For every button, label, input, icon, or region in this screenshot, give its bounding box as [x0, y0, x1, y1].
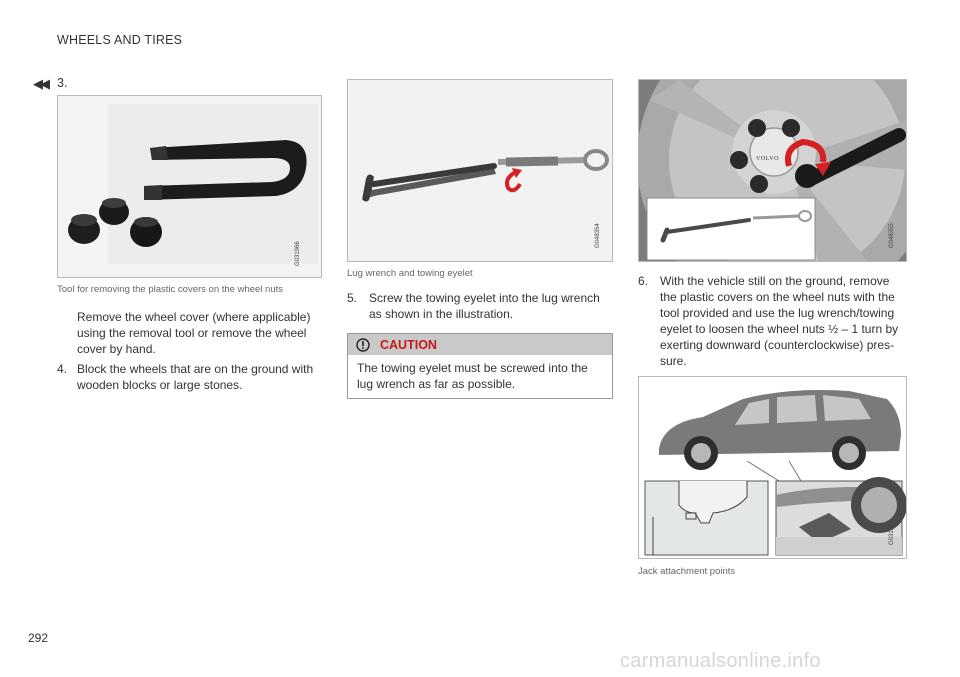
- figure-lug-wrench: [347, 79, 613, 262]
- figure-jack-points: [638, 376, 907, 559]
- step-6-number: 6.: [638, 274, 649, 288]
- figure-caption: Jack attachment points: [638, 566, 736, 577]
- watermark: carmanualsonline.info: [620, 650, 821, 672]
- caution-text: The towing eyelet must be screwed into the lug wrench as far as possible.: [357, 361, 588, 391]
- figure-code: G031966: [295, 241, 301, 266]
- step-4-text: Block the wheels that are on the ground with wooden blocks or large stones.: [77, 362, 314, 392]
- figure-code: G048354: [595, 223, 601, 248]
- step-5-text: Screw the towing eyelet into the lug wrench as shown in the illustration.: [369, 291, 600, 321]
- step-5-number: 5.: [347, 291, 358, 305]
- step-4-number: 4.: [57, 362, 68, 376]
- step-3-text: Remove the wheel cover (where applicable) using the removal tool or remove the wheel cover by hand.: [77, 310, 311, 356]
- step-3-number: 3.: [57, 76, 68, 90]
- figure-wheel-nut-loosening: [638, 79, 907, 262]
- figure-caption: Lug wrench and towing eyelet: [347, 268, 473, 279]
- figure-caption: Tool for removing the plastic covers on the wheel nuts: [57, 284, 284, 295]
- back-arrow-icon[interactable]: ◀◀: [33, 76, 47, 91]
- section-header: WHEELS AND TIRES: [57, 33, 183, 47]
- exclamation-icon: [356, 338, 370, 352]
- cover-removal-tool-illustration: [58, 96, 322, 278]
- figure-code: G048355: [889, 223, 895, 248]
- figure-cover-removal-tool: [57, 95, 322, 278]
- lug-wrench-illustration: [348, 80, 613, 262]
- wheel-illustration: [639, 80, 907, 262]
- car-jack-illustration: [639, 377, 907, 559]
- caution-box: [347, 333, 613, 399]
- figure-code: G031961: [889, 520, 895, 545]
- caution-header: [348, 334, 612, 355]
- step-6-text: With the vehicle still on the ground, remove the plastic covers on the wheel nuts with the tool provided and use the lug wrench/towing eyelet to loosen the wheel nuts ½ – 1 turn by exerting downward (counterclockwise) pres- sure.: [660, 274, 899, 368]
- volvo-badge: VOLVO: [756, 156, 779, 162]
- caution-title: CAUTION: [380, 337, 437, 352]
- page-number: 292: [28, 631, 49, 645]
